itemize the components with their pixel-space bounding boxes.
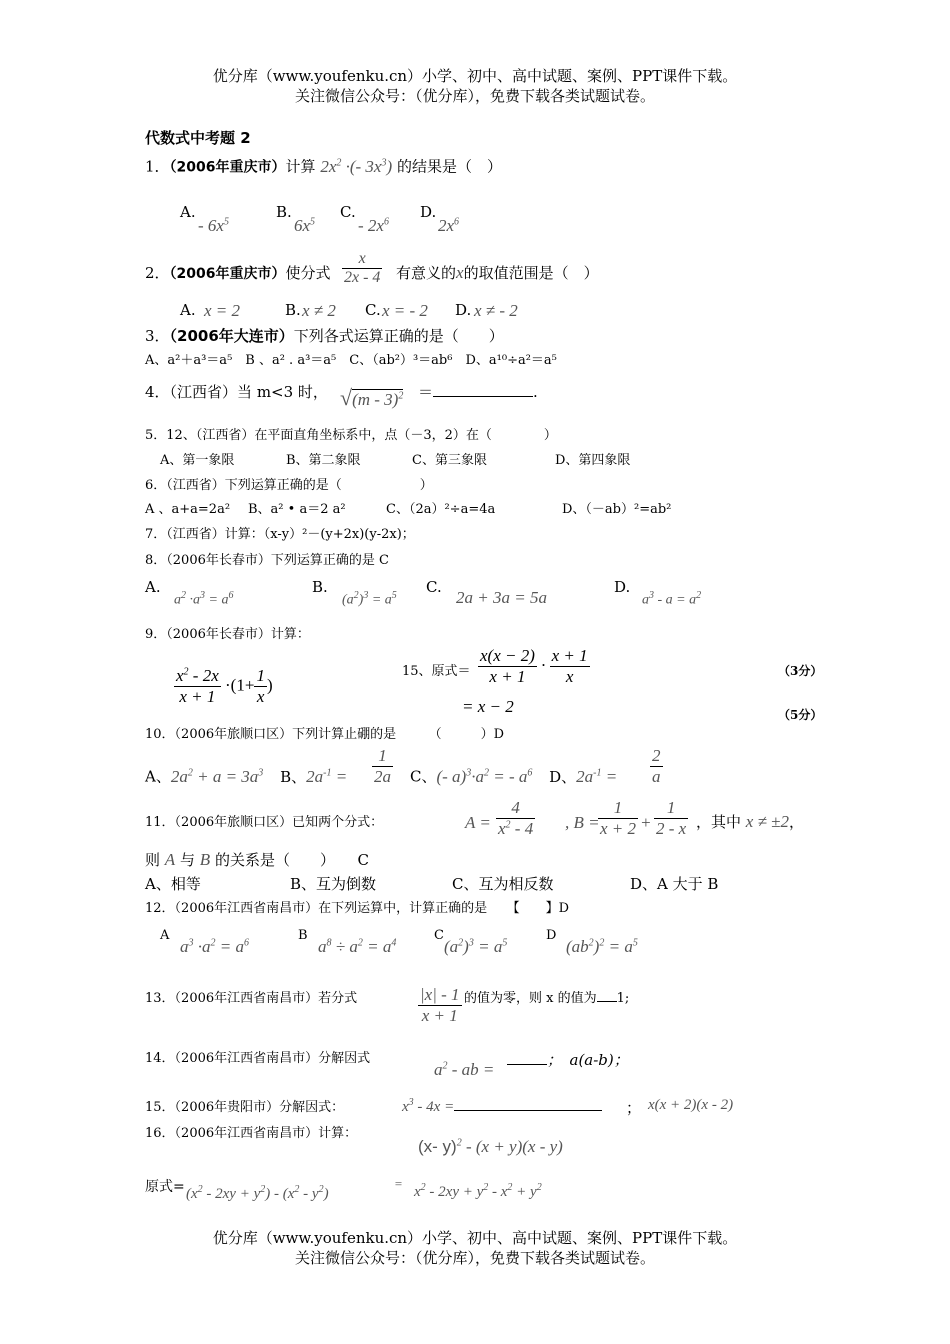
q12-option-a: $a^3 \cdot a^2 = a^6$ — [180, 937, 249, 956]
q10-option-b: $2a^{-1}$ = — [306, 766, 348, 786]
q4-text: （江西省）当 m<3 时， — [169, 383, 328, 401]
q6-option-d: D、（－ab）²=ab² — [562, 502, 672, 517]
q10-option-d: $2a^{-1}$ = — [576, 766, 618, 786]
q14-answer-text: ； a(a-b)； — [547, 1051, 629, 1069]
q11-line2-a: 则 — [145, 851, 161, 869]
q2-tail: 有意义的x的取值范围是（ ） — [396, 263, 599, 282]
q10-option-c-label: C、 — [410, 767, 437, 786]
q11-mid: ，其中 — [696, 813, 742, 831]
q1-source: （2006年重庆市） — [169, 159, 286, 176]
q4-equals: ＝ — [418, 383, 434, 401]
q2-source: （2006年重庆市） — [169, 266, 286, 282]
question-12: 12．（2006年江西省南昌市）在下列运算中，计算正确的是 【 】D — [145, 901, 570, 916]
q9-solution-expression: $\frac{x(x - 2)}{x + 1}$ · $\frac{x + 1}{x}$ — [480, 646, 588, 686]
q11-a-label: A = — [465, 813, 491, 832]
q11-b-fraction-1: $\frac{1}{x + 2}$ — [600, 798, 637, 838]
q8-option-a: $a^2 \cdot a^3 = a^6$ — [174, 590, 234, 608]
q2-option-d: x ≠ - 2 — [474, 301, 518, 320]
q12-option-c: $(a^2)^3 = a^5$ — [444, 937, 508, 956]
q5-option-d: D、第四象限 — [555, 453, 631, 468]
q3-text: 下列各式运算正确的是（ ） — [293, 327, 504, 345]
q8-option-a-label: A. — [145, 578, 161, 596]
q1-text: 计算 — [285, 157, 316, 176]
q11-condition: ，其中 x ≠ ±2， — [696, 812, 805, 831]
q3-source: （2006年大连市） — [169, 327, 294, 345]
q8-option-d: $a^3 - a = a^2$ — [642, 590, 702, 608]
q5-option-a: A、第一象限 — [160, 453, 235, 468]
q8-option-d-label: D. — [614, 578, 631, 596]
q11-line2-c: 的关系是（ ） C — [214, 851, 369, 869]
q9-score-1: （3分） — [778, 664, 823, 678]
q2-tail-a: 有意义的 — [396, 264, 457, 282]
question-3 — [145, 326, 504, 346]
q1-option-b: $6x^5$ — [294, 216, 316, 235]
question-4 — [145, 382, 328, 402]
q12-option-b: $a^8 \div a^2 = a^4$ — [318, 937, 397, 956]
q3-options: A、a²＋a³＝a⁵ B 、a² . a³＝a⁵ C、（ab²）³＝ab⁶ D、a¹⁰÷a²＝a⁵ — [145, 353, 557, 368]
q1-tail: 的结果是（ ） — [396, 157, 502, 176]
q13-tail-text: 的值为零，则 x 的值为 — [464, 991, 597, 1006]
q2-option-c: x = - 2 — [382, 301, 428, 320]
q2-number: 2． — [145, 264, 170, 282]
q6-option-a: A 、a+a=2a² — [145, 502, 231, 517]
q15-expression: $x^3 - 4x$ = — [402, 1097, 602, 1116]
q10-option-a: $2a^2 + a = 3a^3$ — [170, 766, 264, 786]
q10-option-d-fraction: $\frac{2}{a}$ — [652, 746, 661, 786]
q1-option-c: - $2x^6$ — [358, 216, 389, 235]
q10-option-b-label: B、 — [280, 767, 307, 786]
footer-line-2: 关注微信公众号：（优分库），免费下载各类试题试卷。 — [294, 1249, 655, 1267]
q2-fraction: $\frac{x}{2x - 4}$ — [344, 250, 381, 286]
q10-option-d-label: D、 — [549, 767, 577, 786]
q12-option-d-label: D — [546, 928, 557, 943]
q16-solution-label: 原式= — [145, 1179, 185, 1195]
q4-number: 4． — [145, 383, 170, 401]
page-title: 代数式中考题 2 — [145, 129, 251, 147]
q1-expression: $2x^2$ ·(- $3x^3$) — [320, 156, 393, 176]
header-line-2: 关注微信公众号：（优分库），免费下载各类试题试卷。 — [294, 87, 655, 105]
q9-solution-label: 15、原式＝ — [402, 664, 471, 679]
q2-text: 使分式 — [285, 264, 331, 282]
q8-option-c: 2a + 3a = 5a — [456, 588, 547, 607]
q12-option-b-label: B — [298, 928, 308, 943]
question-9: 9．（2006年长春市）计算： — [145, 627, 310, 642]
q13-answer: 1; — [616, 991, 630, 1006]
q10-option-c: (- $a)^3\cdot a^2$ = - $a^6$ — [436, 766, 533, 786]
q11-option-a: A、相等 — [145, 875, 201, 893]
q4-blank — [418, 382, 538, 402]
question-10: 10．（2006年旅顺口区）下列计算止硼的是 （ ）D — [145, 727, 505, 742]
footer-line-1: 优分库（www.youfenku.cn）小学、初中、高中试题、案例、PPT课件下载。 — [212, 1229, 738, 1247]
q1-option-a-label: A. — [180, 203, 196, 221]
question-6: 6．（江西省）下列运算正确的是（ ） — [145, 478, 433, 493]
q6-option-b: B、a² • a＝2 a² — [248, 502, 346, 517]
q4-sqrt-expression: √(m - 3)$^2$ — [340, 385, 404, 410]
q4-end: . — [533, 383, 538, 401]
question-16: 16．（2006年江西省南昌市）计算： — [145, 1126, 358, 1141]
q8-option-b: $(a^2)^3 = a^5$ — [342, 590, 397, 608]
q13-fraction: $\frac{|x| - 1}{x + 1}$ — [420, 985, 460, 1025]
q3-number: 3． — [145, 327, 170, 345]
q13-tail — [464, 989, 629, 1009]
q6-option-c: C、（2a）²÷a=4a — [386, 502, 496, 517]
q1-option-d: $2x^6$ — [438, 216, 460, 235]
q12-option-c-label: C — [434, 928, 444, 943]
header-line-1: 优分库（www.youfenku.cn）小学、初中、高中试题、案例、PPT课件下载。 — [212, 67, 738, 85]
q1-option-b-label: B. — [276, 203, 292, 221]
q11-b-fraction-2: $\frac{1}{2 - x}$ — [656, 798, 687, 838]
question-11: 11．（2006年旅顺口区）已知两个分式： — [145, 815, 384, 830]
q16-equals: = — [394, 1176, 403, 1191]
q12-option-a-label: A — [160, 928, 170, 943]
question-14: 14．（2006年江西省南昌市）分解因式 — [145, 1051, 371, 1066]
q1-number: 1． — [145, 157, 170, 176]
question-7: 7．（江西省）计算：（x-y）²－(y+2x)(y-2x)； — [145, 527, 415, 542]
q2-option-c-label: C. — [365, 301, 381, 319]
q2-option-a-label: A. — [180, 301, 196, 319]
q11-plus: + — [640, 813, 652, 832]
q8-option-c-label: C. — [426, 578, 442, 596]
q1-option-c-label: C. — [340, 203, 356, 221]
q16-expression: (x- y)$^2$ - (x + y)(x - y) — [418, 1137, 563, 1156]
q1-option-a: - $6x^5$ — [198, 216, 229, 235]
question-15: 15．（2006年贵阳市）分解因式： — [145, 1100, 345, 1115]
q5-option-b: B、第二象限 — [286, 453, 361, 468]
question-2 — [145, 263, 331, 284]
q10-option-b-fraction: $\frac{1}{2a}$ — [374, 746, 391, 786]
q15-semicolon: ； — [626, 1099, 642, 1117]
question-1 — [145, 153, 502, 178]
q11-a-fraction: $\frac{4}{x^2 - 4}$ — [498, 798, 534, 838]
q9-expression: $\frac{x^2 - 2x}{x + 1}$ ·(1+ $\frac{1}{x}$ ) — [176, 666, 273, 706]
q16-solution-result: $x^2 - 2xy + y^2 - x^2 + y^2$ — [414, 1182, 542, 1200]
q2-option-d-label: D. — [455, 301, 472, 319]
q9-score-2: （5分） — [778, 708, 823, 722]
q2-option-a: x = 2 — [204, 301, 241, 320]
q11-option-b: B、互为倒数 — [290, 875, 377, 893]
q8-option-b-label: B. — [312, 578, 328, 596]
q2-option-b-label: B. — [285, 301, 301, 319]
q16-solution-step: $(x^2 - 2xy + y^2) - (x^2 - y^2)$ — [186, 1184, 329, 1202]
question-8: 8．（2006年长春市）下列运算正确的是 C — [145, 553, 389, 568]
q14-answer — [507, 1050, 629, 1070]
question-13: 13．（2006年江西省南昌市）若分式 — [145, 991, 358, 1006]
q14-expression: $a^2$ - ab = — [434, 1060, 495, 1079]
q11-line-2: 则 A 与 B 的关系是（ ） C — [145, 850, 369, 869]
q10-option-a-label: A、 — [145, 767, 171, 786]
q12-option-d: $(ab^2)^2 = a^5$ — [566, 937, 638, 956]
q10-options — [145, 763, 347, 787]
q11-b-label: , B = — [565, 813, 600, 832]
q11-line2-b: 与 — [179, 851, 195, 869]
q5-option-c: C、第三象限 — [412, 453, 487, 468]
q11-option-c: C、互为相反数 — [452, 875, 554, 893]
q9-solution-result: = x − 2 — [462, 697, 514, 716]
q2-option-b: x ≠ 2 — [302, 301, 336, 320]
q10-options-cd — [410, 763, 617, 787]
question-5: 5．12、（江西省）在平面直角坐标系中，点（－3，2）在（ ） — [145, 428, 557, 443]
q11-option-d: D、A 大于 B — [630, 875, 719, 893]
q15-answer: x(x + 2)(x - 2) — [648, 1097, 734, 1113]
q2-tail-b: 的取值范围是（ ） — [463, 264, 599, 282]
q1-option-d-label: D. — [420, 203, 437, 221]
